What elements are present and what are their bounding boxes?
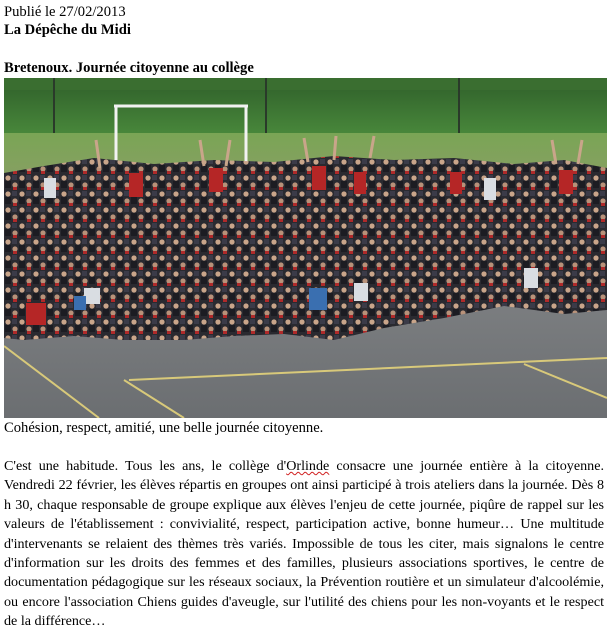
body-text-start: C'est une habitude. Tous les ans, le collège d' bbox=[4, 458, 287, 474]
article-photo bbox=[4, 78, 607, 418]
photo-caption: Cohésion, respect, amitié, une belle journée citoyenne. bbox=[4, 420, 324, 436]
body-text-rest: consacre une journée entière à la citoyenne. Vendredi 22 février, les élèves répartis en groupes ont ainsi participé à trois ateliers dans la journée. Dès 8 h 30, chaque responsable de groupe explique aux élèves l'enjeu de cette journée, piqûre de rappel sur les valeurs de l'établissement : convivialité, respect, participation active, bonne humeur… Une multitude d'intervenants se relaient des thèmes très variés. Impossible de tous les citer, mais signalons le centre d'information sur les droits des femmes et des familles, plusieurs associations sportives, le centre de documentation pédagogique sur les réseaux sociaux, la Prévention routière et un simulateur d'alcoolémie, ou encore l'association Chiens guides d'aveugle, sur l'utilité des chiens pour les non-voyants et le respect de la différence… bbox=[4, 458, 604, 630]
publication-date: Publié le 27/02/2013 bbox=[4, 4, 126, 20]
article-headline: Bretenoux. Journée citoyenne au collège bbox=[4, 60, 254, 76]
misspelled-word: Orlinde bbox=[286, 458, 330, 474]
newspaper-name: La Dépêche du Midi bbox=[4, 22, 131, 38]
article-body bbox=[4, 457, 604, 632]
article-paragraph bbox=[4, 457, 604, 632]
